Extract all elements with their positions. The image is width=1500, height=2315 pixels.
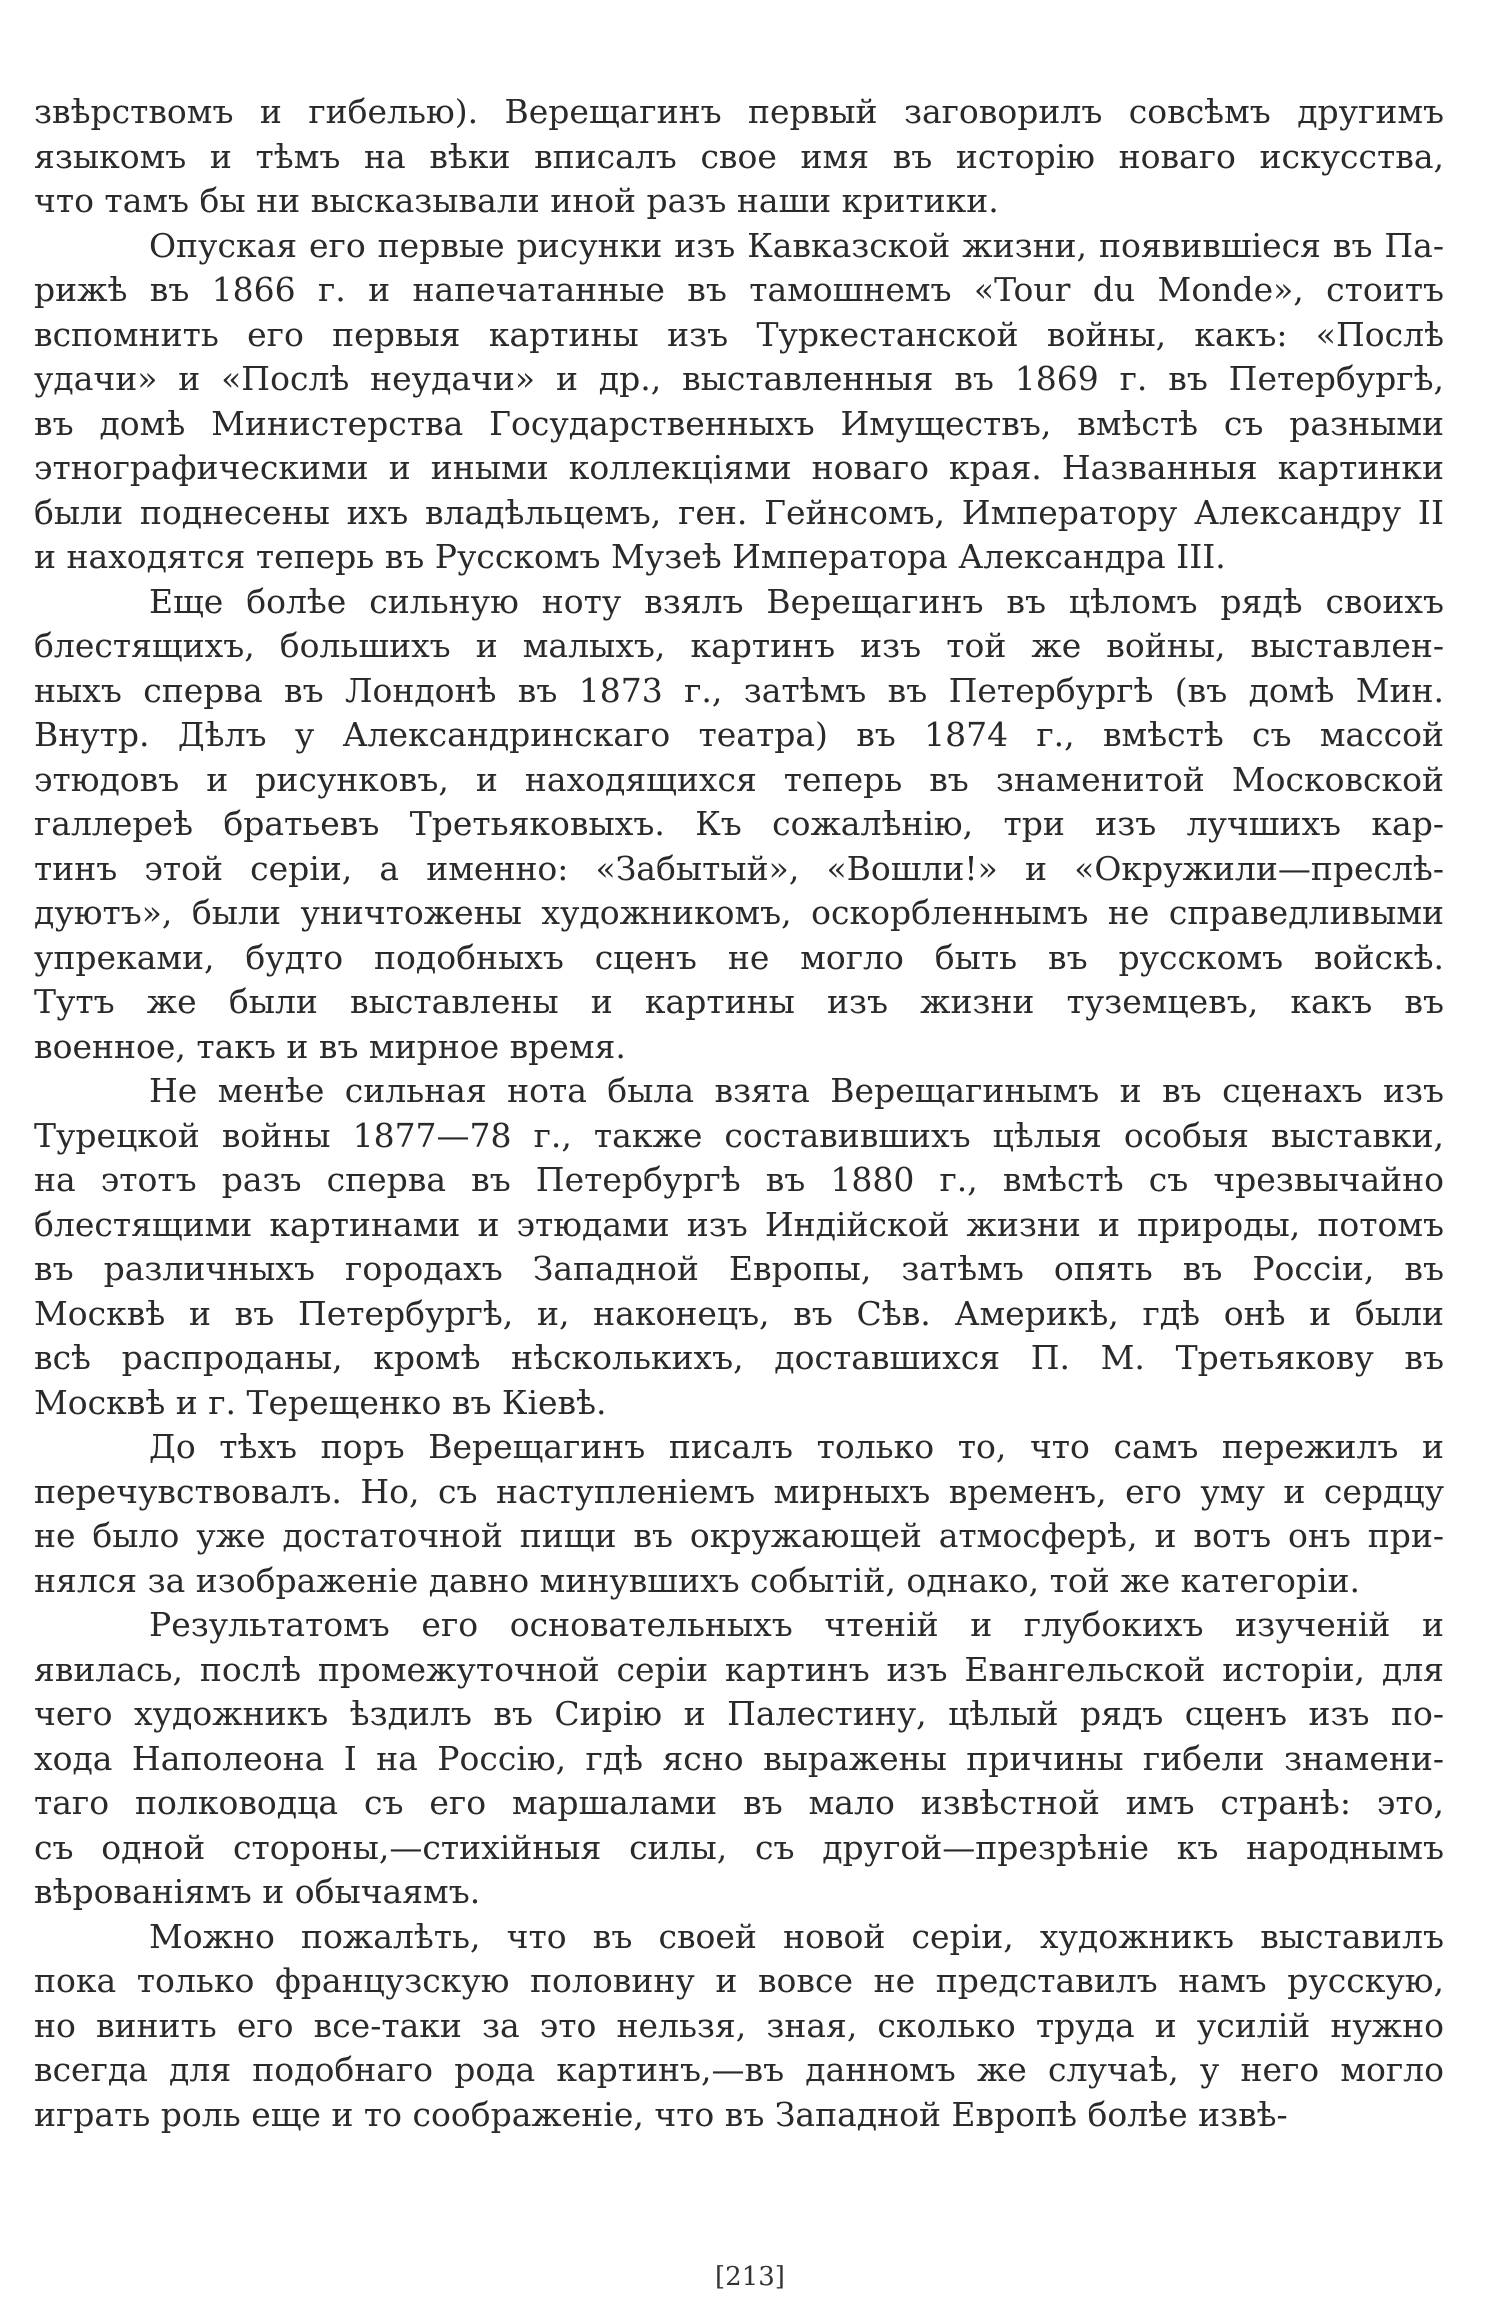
text-line: и находятся теперь въ Русскомъ Музеѣ Императора Александра III. xyxy=(34,537,1226,576)
text-line: упреками, будто подобныхъ сценъ не могло быть въ русскомъ войскѣ. xyxy=(34,937,1444,977)
text-line: ныхъ сперва въ Лондонѣ въ 1873 г., затѣмъ въ Петербургѣ (въ домѣ Мин. xyxy=(34,670,1444,710)
text-line: всегда для подобнаго рода картинъ,—въ данномъ же случаѣ, у него могло xyxy=(34,2050,1444,2089)
text-line: на этотъ разъ сперва въ Петербургѣ въ 1880 г., вмѣстѣ съ чрезвычайно xyxy=(34,1160,1444,1199)
paragraph xyxy=(34,90,1444,224)
paragraph xyxy=(34,1069,1444,1425)
text-line: въ различныхъ городахъ Западной Европы, затѣмъ опять въ Россіи, въ xyxy=(34,1249,1444,1288)
text-line: блестящими картинами и этюдами изъ Индійской жизни и природы, потомъ xyxy=(34,1204,1444,1244)
paragraph xyxy=(34,580,1444,1070)
text-line: не было уже достаточной пищи въ окружающей атмосферѣ, и вотъ онъ при- xyxy=(34,1516,1444,1555)
text-line: играть роль еще и то соображеніе, что въ Западной Европѣ болѣе извѣ- xyxy=(34,2094,1288,2134)
text-line: пока только французскую половину и вовсе не представилъ намъ русскую, xyxy=(34,1961,1444,2000)
paragraph xyxy=(34,1603,1444,1915)
paragraph xyxy=(34,1915,1444,2138)
text-line: таго полководца съ его маршалами въ мало извѣстной имъ странѣ: это, xyxy=(34,1783,1444,1822)
text-line: хода Наполеона I на Россію, гдѣ ясно выражены причины гибели знамени- xyxy=(34,1738,1444,1778)
text-line: военное, такъ и въ мирное время. xyxy=(34,1026,626,1066)
text-line: До тѣхъ поръ Верещагинъ писалъ только то, что самъ пережилъ и xyxy=(149,1427,1444,1466)
text-line: съ одной стороны,—стихійныя силы, съ другой—презрѣніе къ народнымъ xyxy=(34,1827,1444,1867)
text-line: звѣрствомъ и гибелью). Верещагинъ первый заговорилъ совсѣмъ другимъ xyxy=(34,92,1444,131)
text-line: Внутр. Дѣлъ у Александринскаго театра) въ 1874 г., вмѣстѣ съ массой xyxy=(34,715,1444,754)
text-line: Турецкой войны 1877—78 г., также составившихъ цѣлыя особыя выставки, xyxy=(34,1115,1444,1155)
page-number: [213] xyxy=(715,2262,785,2292)
text-line: но винить его все-таки за это нельзя, зная, сколько труда и усилій нужно xyxy=(34,2005,1444,2045)
text-line: явилась, послѣ промежуточной серіи картинъ изъ Евангельской исторіи, для xyxy=(34,1649,1444,1689)
text-line: вспомнить его первыя картины изъ Туркестанской войны, какъ: «Послѣ xyxy=(34,314,1444,354)
text-line: Тутъ же были выставлены и картины изъ жизни туземцевъ, какъ въ xyxy=(34,982,1444,1021)
paragraph xyxy=(34,224,1444,580)
text-line: перечувствовалъ. Но, съ наступленіемъ мирныхъ временъ, его уму и сердцу xyxy=(34,1471,1444,1511)
text-line: Опуская его первые рисунки изъ Кавказской жизни, появившіеся въ Па- xyxy=(149,225,1444,265)
text-line: этюдовъ и рисунковъ, и находящихся теперь въ знаменитой Московской xyxy=(34,759,1444,799)
text-line: въ домѣ Министерства Государственныхъ Имуществъ, вмѣстѣ съ разными xyxy=(34,403,1444,443)
text-line: были поднесены ихъ владѣльцемъ, ген. Гейнсомъ, Императору Александру II xyxy=(34,492,1444,532)
text-line: удачи» и «Послѣ неудачи» и др., выставленныя въ 1869 г. въ Петербургѣ, xyxy=(34,359,1444,398)
text-line: нялся за изображеніе давно минувшихъ событій, однако, той же категоріи. xyxy=(34,1560,1361,1600)
text-line: блестящихъ, большихъ и малыхъ, картинъ изъ той же войны, выставлен- xyxy=(34,626,1444,665)
text-line: Еще болѣе сильную ноту взялъ Верещагинъ въ цѣломъ рядѣ своихъ xyxy=(149,581,1444,621)
text-line: языкомъ и тѣмъ на вѣки вписалъ свое имя въ исторію новаго искусства, xyxy=(34,136,1444,176)
text-line: тинъ этой серіи, а именно: «Забытый», «Вошли!» и «Окружили—преслѣ- xyxy=(34,848,1444,888)
text-line: Можно пожалѣть, что въ своей новой серіи, художникъ выставилъ xyxy=(149,1916,1444,1956)
text-line: вѣрованіямъ и обычаямъ. xyxy=(34,1872,481,1911)
text-line: что тамъ бы ни высказывали иной разъ наши критики. xyxy=(34,181,999,220)
text-line: галлереѣ братьевъ Третьяковыхъ. Къ сожалѣнію, три изъ лучшихъ кар- xyxy=(34,804,1444,843)
text-line: Результатомъ его основательныхъ чтеній и глубокихъ изученій и xyxy=(149,1605,1444,1644)
text-line: Москвѣ и въ Петербургѣ, и, наконецъ, въ Сѣв. Америкѣ, гдѣ онѣ и были xyxy=(34,1293,1444,1333)
text-line: чего художникъ ѣздилъ въ Сирію и Палестину, цѣлый рядъ сценъ изъ по- xyxy=(34,1694,1444,1733)
text-line: Не менѣе сильная нота была взята Верещагинымъ и въ сценахъ изъ xyxy=(149,1071,1444,1110)
text-line: этнографическими и иными коллекціями новаго края. Названныя картинки xyxy=(34,448,1444,487)
text-line: дуютъ», были уничтожены художникомъ, оскорбленнымъ не справедливыми xyxy=(34,893,1444,932)
text-line: Москвѣ и г. Терещенко въ Кіевѣ. xyxy=(34,1382,607,1422)
text-line: рижѣ въ 1866 г. и напечатанные въ тамошнемъ «Tour du Monde», стоитъ xyxy=(34,270,1444,309)
paragraph xyxy=(34,1425,1444,1603)
body-text xyxy=(34,90,1444,2137)
text-line: всѣ распроданы, кромѣ нѣсколькихъ, доставшихся П. М. Третьякову въ xyxy=(34,1338,1444,1377)
